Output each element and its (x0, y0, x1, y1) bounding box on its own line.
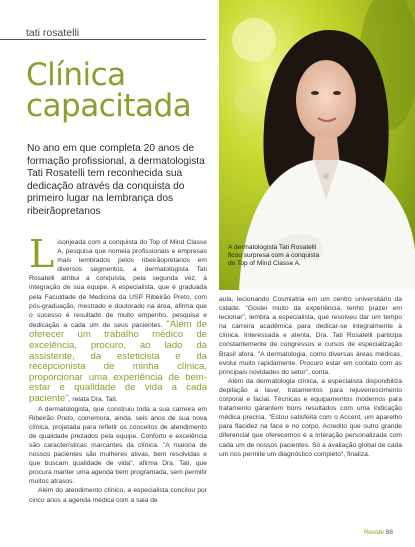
headline-line-1: Clínica (26, 57, 126, 93)
section-tag: tati rosatelli (26, 27, 80, 39)
pull-quote: "Além de oferecer um trabalho médico de excelência, procuro, ao lado da assistente, da esteticista e da recepcionista de minha clínica, proporcionar uma experiência de bem-estar e qualidade de vida a cada paciente" (29, 318, 208, 404)
headline (26, 57, 192, 124)
body-paragraph: Além da dermatologia clínica, a especialista disponibiliza depilação a laser, tratamentos para rejuvenescimento corporal e facial. Técnicas e equipamentos modernos para tratamento garantem bons resultados com uma indicação médica precisa. "Estou satisfeita com o Accent, um aparelho para flacidez na face e no corpo. Acredito que outro grande diferencial que oferecemos é a interação personalizada com cada um de nossos pacientes. Só a avaliação global de cada um nos permite um diagnóstico completo", finaliza. (219, 377, 402, 458)
body-text: isonjeada com a conquista do Top of Mind Classe A, pesquisa que nomeia profissionais e empresas mais lembrados pelos ribeirãopretanos em diversos segmentos, a dermatologista Tati Rosatelli atribui a conquista, pela segunda vez, à integração de sua equipe. A especialista, que é graduada pela Faculdade de Medicina da USP Ribeirão Preto, com pós-graduação, mestrado e doutorado na área, afirma que o sucesso é resultado de muito empenho, pesquisa e dedicação a cada um de seus pacientes. (29, 239, 207, 329)
body-text: , relata Dra. Tati. (68, 396, 118, 403)
photo-caption: A dermatologista Tati Rosatelli ficou surpresa com a conquista do Top of Mind Classe A. (228, 244, 320, 267)
headline-line-2: capacitada (26, 88, 192, 124)
body-column-1 (29, 232, 208, 505)
page-number: 88 (385, 529, 393, 536)
page-footer (364, 529, 393, 536)
magazine-name: Revide (363, 529, 384, 536)
drop-cap: L (29, 232, 55, 276)
body-paragraph (29, 232, 208, 405)
lead-paragraph: No ano em que completa 20 anos de formação profissional, a dermatologista Tati Rosatelli tem reconhecida sua dedicação através da conquista do primeiro lugar na lembrança dos ribeirãopretanos (27, 143, 205, 217)
body-column-2 (219, 295, 402, 459)
body-paragraph: aula, lecionando Cosmiatria em um centro universitário da cidade. "Gostei muito da experiência, tenho prazer em lecionar", lembra a especialista, que resolveu dar um tempo na carreira acadêmica para dedicar-se integralmente à clínica. Interessada e atenta, Dra. Tati Rosatelli participa constantemente de congressos e cursos de especialização Brasil afora. "A dermatologia, como diversas áreas médicas, evolui muito rapidamente. Procuro estar em contato com as principais novidades do setor", conta. (219, 296, 402, 376)
body-paragraph: Além do atendimento clínico, a especialista concilou por cinco anos a agenda médica com a sala de (29, 487, 207, 504)
header-rule (0, 39, 206, 40)
body-paragraph: A dermatologista, que construiu toda a sua carreira em Ribeirão Preto, comemora, ainda, seis anos de sua nova clínica, projetada para refletir os conceitos de atendimento de qualidade prezados pela equipe. Conforto e excelência são características marcantes da clínica. "A maioria de nossos pacientes são mulheres ativas, bem resolvidas e que buscam qualidade de vida", afirma Dra. Tati, que procura manter uma agenda bem programada, sem permitir muitos atrasos. (29, 405, 207, 486)
